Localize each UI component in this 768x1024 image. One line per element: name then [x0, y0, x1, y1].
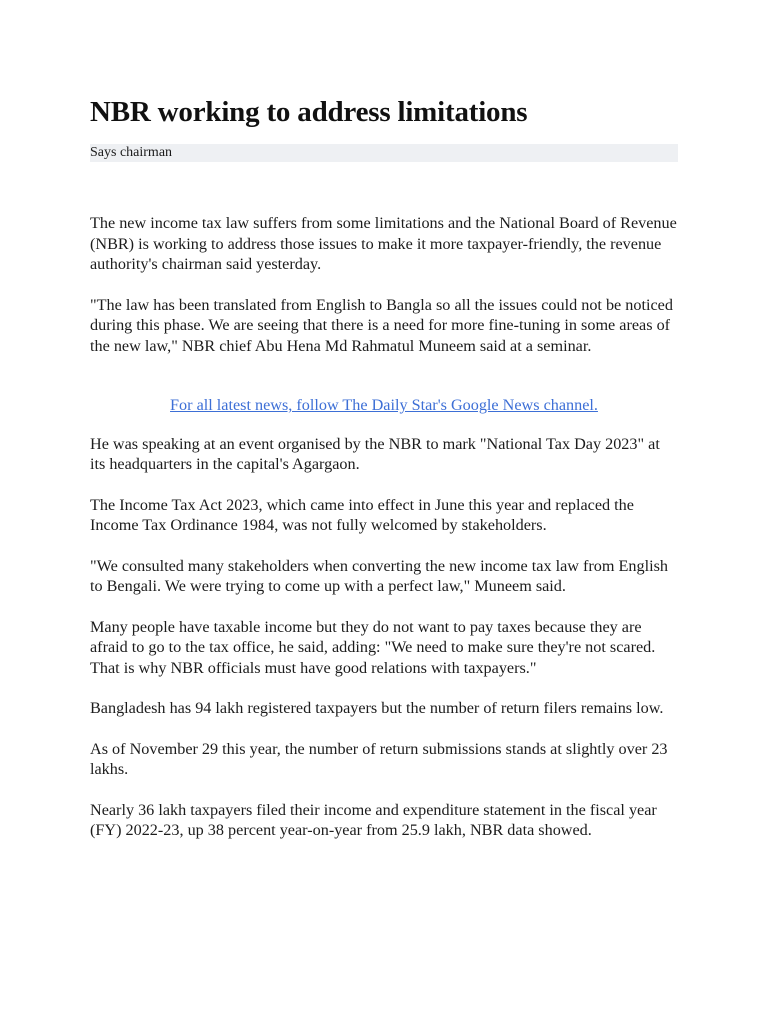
article: [90, 94, 678, 861]
article-body: [90, 213, 678, 841]
article-paragraph: "The law has been translated from English to Bangla so all the issues could not be noticed during this phase. We are seeing that there is a need for more fine-tuning in some areas of the new law," NBR chief Abu Hena Md Rahmatul Muneem said at a seminar.: [90, 295, 673, 355]
article-paragraph: He was speaking at an event organised by the NBR to mark "National Tax Day 2023" at its headquarters in the capital's Agargaon.: [90, 434, 660, 473]
article-headline: NBR working to address limitations: [90, 96, 528, 128]
google-news-promo: [90, 395, 678, 416]
article-paragraph: Many people have taxable income but they do not want to pay taxes because they are afraid to go to the tax office, he said, adding: "We need to make sure they're not scared. That is why NBR officials must have good relations with taxpayers.": [90, 617, 656, 677]
article-paragraph: Nearly 36 lakh taxpayers filed their income and expenditure statement in the fiscal year (FY) 2022-23, up 38 percent year-on-year from 25.9 lakh, NBR data showed.: [90, 800, 657, 839]
google-news-link[interactable]: For all latest news, follow The Daily Star's Google News channel.: [170, 396, 598, 414]
article-paragraph: Bangladesh has 94 lakh registered taxpayers but the number of return filers remains low.: [90, 699, 664, 717]
article-paragraph: The new income tax law suffers from some limitations and the National Board of Revenue (NBR) is working to address those issues to make it more taxpayer-friendly, the revenue authority's chairman said yesterday.: [90, 214, 677, 273]
article-subhead: Says chairman: [90, 144, 678, 162]
article-paragraph: As of November 29 this year, the number of return submissions stands at slightly over 23 lakhs.: [90, 739, 668, 778]
article-paragraph: The Income Tax Act 2023, which came into effect in June this year and replaced the Income Tax Ordinance 1984, was not fully welcomed by stakeholders.: [90, 495, 634, 534]
article-paragraph: "We consulted many stakeholders when converting the new income tax law from English to Bengali. We were trying to come up with a perfect law," Muneem said.: [90, 556, 669, 595]
